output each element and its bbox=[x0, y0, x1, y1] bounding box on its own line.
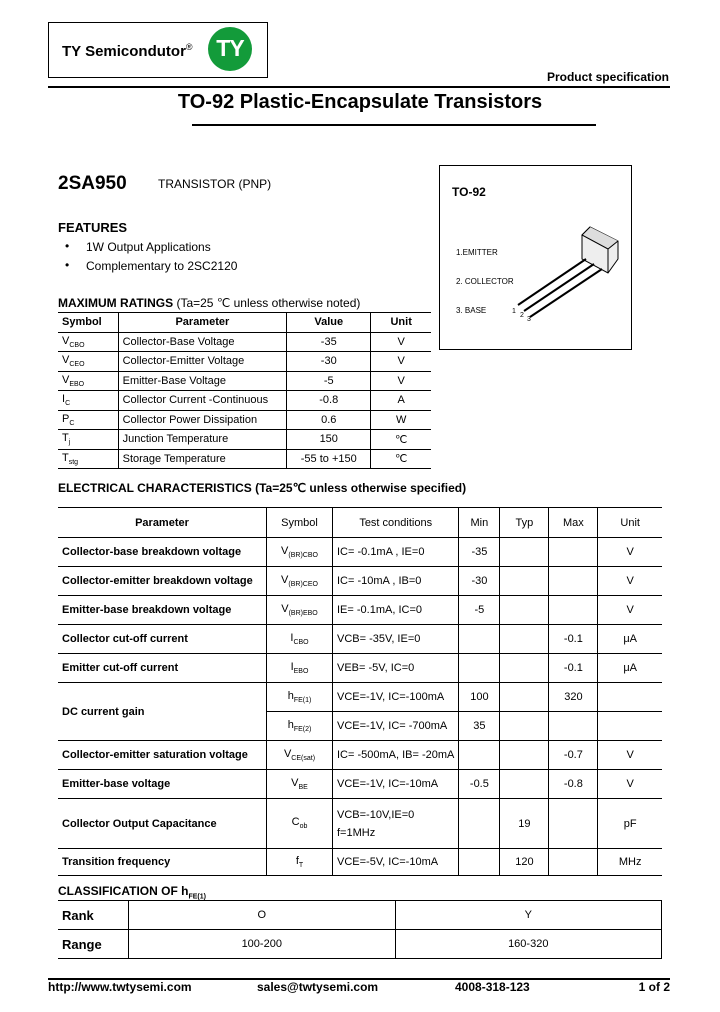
pin-label-collector: 2. COLLECTOR bbox=[456, 277, 514, 286]
pin-label-base: 3. BASE bbox=[456, 306, 487, 315]
table-row: $T_j$ Junction Temperature 150 ℃ bbox=[58, 430, 431, 450]
product-specification-label: Product specification bbox=[546, 70, 669, 84]
footer-url-link[interactable]: http://www.twtysemi.com bbox=[48, 980, 192, 994]
page-number: 1 of 2 bbox=[638, 980, 670, 994]
classification-table bbox=[58, 900, 662, 959]
footer-email-link[interactable]: sales@twtysemi.com bbox=[257, 980, 379, 994]
table-row: Collector-emitter saturation voltage $V_{CE(sat)}$ IC= -500mA, IB= -20mA -0.7 V bbox=[58, 741, 662, 770]
brand-name: TY Semicondutor® bbox=[62, 42, 193, 60]
part-type: TRANSISTOR (PNP) bbox=[158, 177, 272, 191]
table-row: $V_{CBO}$ Collector-Base Voltage -35 V bbox=[58, 332, 431, 352]
table-row: DC current gain $h_{FE(1)}$ VCE=-1V, IC=-100mA 100 320 bbox=[58, 683, 662, 712]
svg-text:1: 1 bbox=[512, 308, 516, 315]
svg-text:2: 2 bbox=[520, 312, 524, 319]
header-rule bbox=[48, 86, 670, 88]
table-row: $P_C$ Collector Power Dissipation 0.6 W bbox=[58, 410, 431, 430]
table-row: $V_{CEO}$ Collector-Emitter Voltage -30 V bbox=[58, 352, 431, 372]
max-ratings-table bbox=[58, 312, 431, 469]
table-row: Transition frequency $f_T$ VCE=-5V, IC=-10mA 120 MHz bbox=[58, 849, 662, 876]
table-row: Emitter-base voltage $V_{BE}$ VCE=-1V, IC=-10mA -0.5 -0.8 V bbox=[58, 770, 662, 799]
to92-package-icon bbox=[510, 215, 630, 325]
table-row: $I_C$ Collector Current -Continuous -0.8 A bbox=[58, 391, 431, 411]
table-row: Collector cut-off current $I_{CBO}$ VCB= -35V, IE=0 -0.1 μA bbox=[58, 625, 662, 654]
classification-heading: CLASSIFICATION OF $h_{FE(1)}$ bbox=[58, 884, 206, 901]
ty-logo-icon: TY bbox=[208, 27, 252, 71]
pin-label-emitter: 1.EMITTER bbox=[456, 248, 498, 257]
table-row: Range 100-200 160-320 bbox=[58, 930, 662, 959]
table-row: Collector-emitter breakdown voltage $V_{(BR)CEO}$ IC= -10mA , IB=0 -30 V bbox=[58, 567, 662, 596]
page-title: TO-92 Plastic-Encapsulate Transistors bbox=[177, 91, 543, 113]
table-row: $V_{EBO}$ Emitter-Base Voltage -5 V bbox=[58, 371, 431, 391]
table-row: Emitter-base breakdown voltage $V_{(BR)EBO}$ IE= -0.1mA, IC=0 -5 V bbox=[58, 596, 662, 625]
electrical-heading: ELECTRICAL CHARACTERISTICS (Ta=25℃ unless otherwise specified) bbox=[58, 481, 467, 495]
table-row: $h_{FE(2)}$ VCE=-1V, IC= -700mA 35 bbox=[58, 712, 662, 741]
table-header-row: Symbol Parameter Value Unit bbox=[58, 313, 431, 333]
table-header-row: Parameter Symbol Test conditions Min Typ Max Unit bbox=[58, 508, 662, 538]
part-number: 2SA950 bbox=[58, 173, 127, 194]
features-heading: FEATURES bbox=[58, 220, 128, 235]
max-ratings-heading: MAXIMUM RATINGS (Ta=25 ℃ unless otherwise noted) bbox=[58, 296, 361, 310]
table-row: Rank O Y bbox=[58, 901, 662, 930]
table-row: Collector-base breakdown voltage $V_{(BR)CBO}$ IC= -0.1mA , IE=0 -35 V bbox=[58, 538, 662, 567]
electrical-table bbox=[58, 507, 662, 876]
title-underline bbox=[192, 124, 596, 126]
package-title: TO-92 bbox=[452, 185, 486, 199]
table-row: Collector Output Capacitance $C_{ob}$ VCB=-10V,IE=0 f=1MHz 19 pF bbox=[58, 799, 662, 849]
footer-phone: 4008-318-123 bbox=[455, 980, 530, 994]
table-row: Emitter cut-off current $I_{EBO}$ VEB= -5V, IC=0 -0.1 μA bbox=[58, 654, 662, 683]
svg-text:3: 3 bbox=[527, 316, 531, 323]
table-row: $T_{stg}$ Storage Temperature -55 to +150 ℃ bbox=[58, 449, 431, 469]
